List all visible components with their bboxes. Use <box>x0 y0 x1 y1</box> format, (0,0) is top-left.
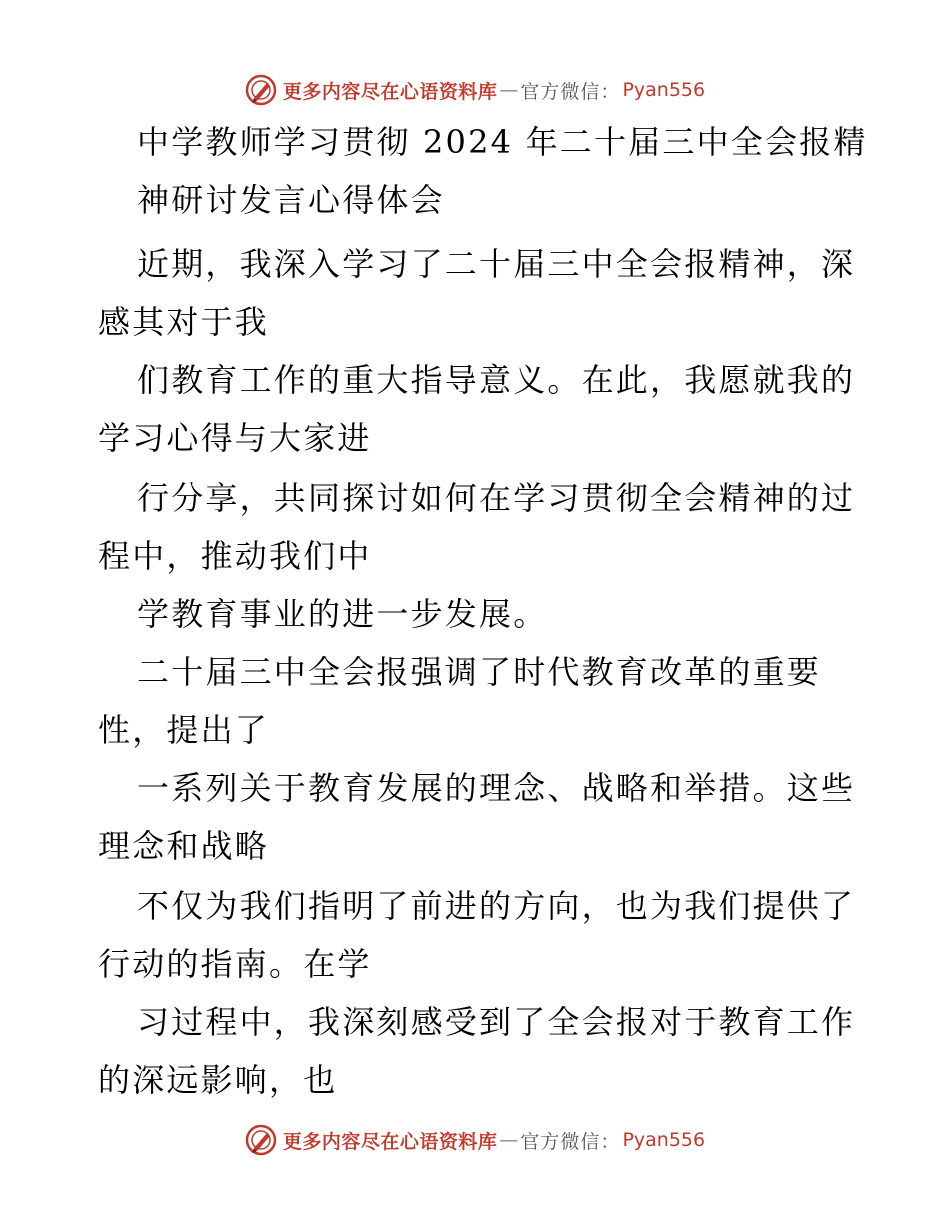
watermark-dash: — <box>499 79 519 101</box>
watermark-wechat-id: Pyan556 <box>622 79 706 101</box>
body-line: 行动的指南。在学 <box>98 945 372 983</box>
footer-watermark <box>0 1120 950 1160</box>
body-line: 习过程中，我深刻感受到了全会报对于教育工作 <box>137 1003 856 1041</box>
header-watermark <box>0 70 950 110</box>
watermark-official-label: 官方微信： <box>520 1130 621 1153</box>
body-line: 的深远影响，也 <box>98 1061 338 1099</box>
body-line: 理念和战略 <box>98 827 270 865</box>
pen-logo-icon <box>245 1124 277 1156</box>
body-line: 学习心得与大家进 <box>98 419 372 457</box>
body-line: 性，提出了 <box>98 711 270 749</box>
watermark-brand: 更多内容尽在心语资料库 <box>282 80 498 103</box>
body-line: 感其对于我 <box>98 303 270 341</box>
watermark-brand: 更多内容尽在心语资料库 <box>282 1130 498 1153</box>
title-line-1: 中学教师学习贯彻 2024 年二十届三中全会报精 <box>137 123 868 161</box>
body-line: 一系列关于教育发展的理念、战略和举措。这些 <box>137 769 856 807</box>
body-line: 近期，我深入学习了二十届三中全会报精神，深 <box>137 245 856 283</box>
watermark-dash: — <box>499 1129 519 1151</box>
watermark-official-label: 官方微信： <box>520 80 621 103</box>
body-line: 们教育工作的重大指导意义。在此，我愿就我的 <box>137 361 856 399</box>
title-line-2: 神研讨发言心得体会 <box>137 181 445 219</box>
body-line: 不仅为我们指明了前进的方向，也为我们提供了 <box>137 887 856 925</box>
body-line: 学教育事业的进一步发展。 <box>137 595 548 633</box>
body-line: 二十届三中全会报强调了时代教育改革的重要 <box>137 653 822 691</box>
pen-logo-icon <box>245 74 277 106</box>
body-line: 行分享，共同探讨如何在学习贯彻全会精神的过 <box>137 479 856 517</box>
watermark-wechat-id: Pyan556 <box>622 1129 706 1151</box>
body-line: 程中，推动我们中 <box>98 537 372 575</box>
